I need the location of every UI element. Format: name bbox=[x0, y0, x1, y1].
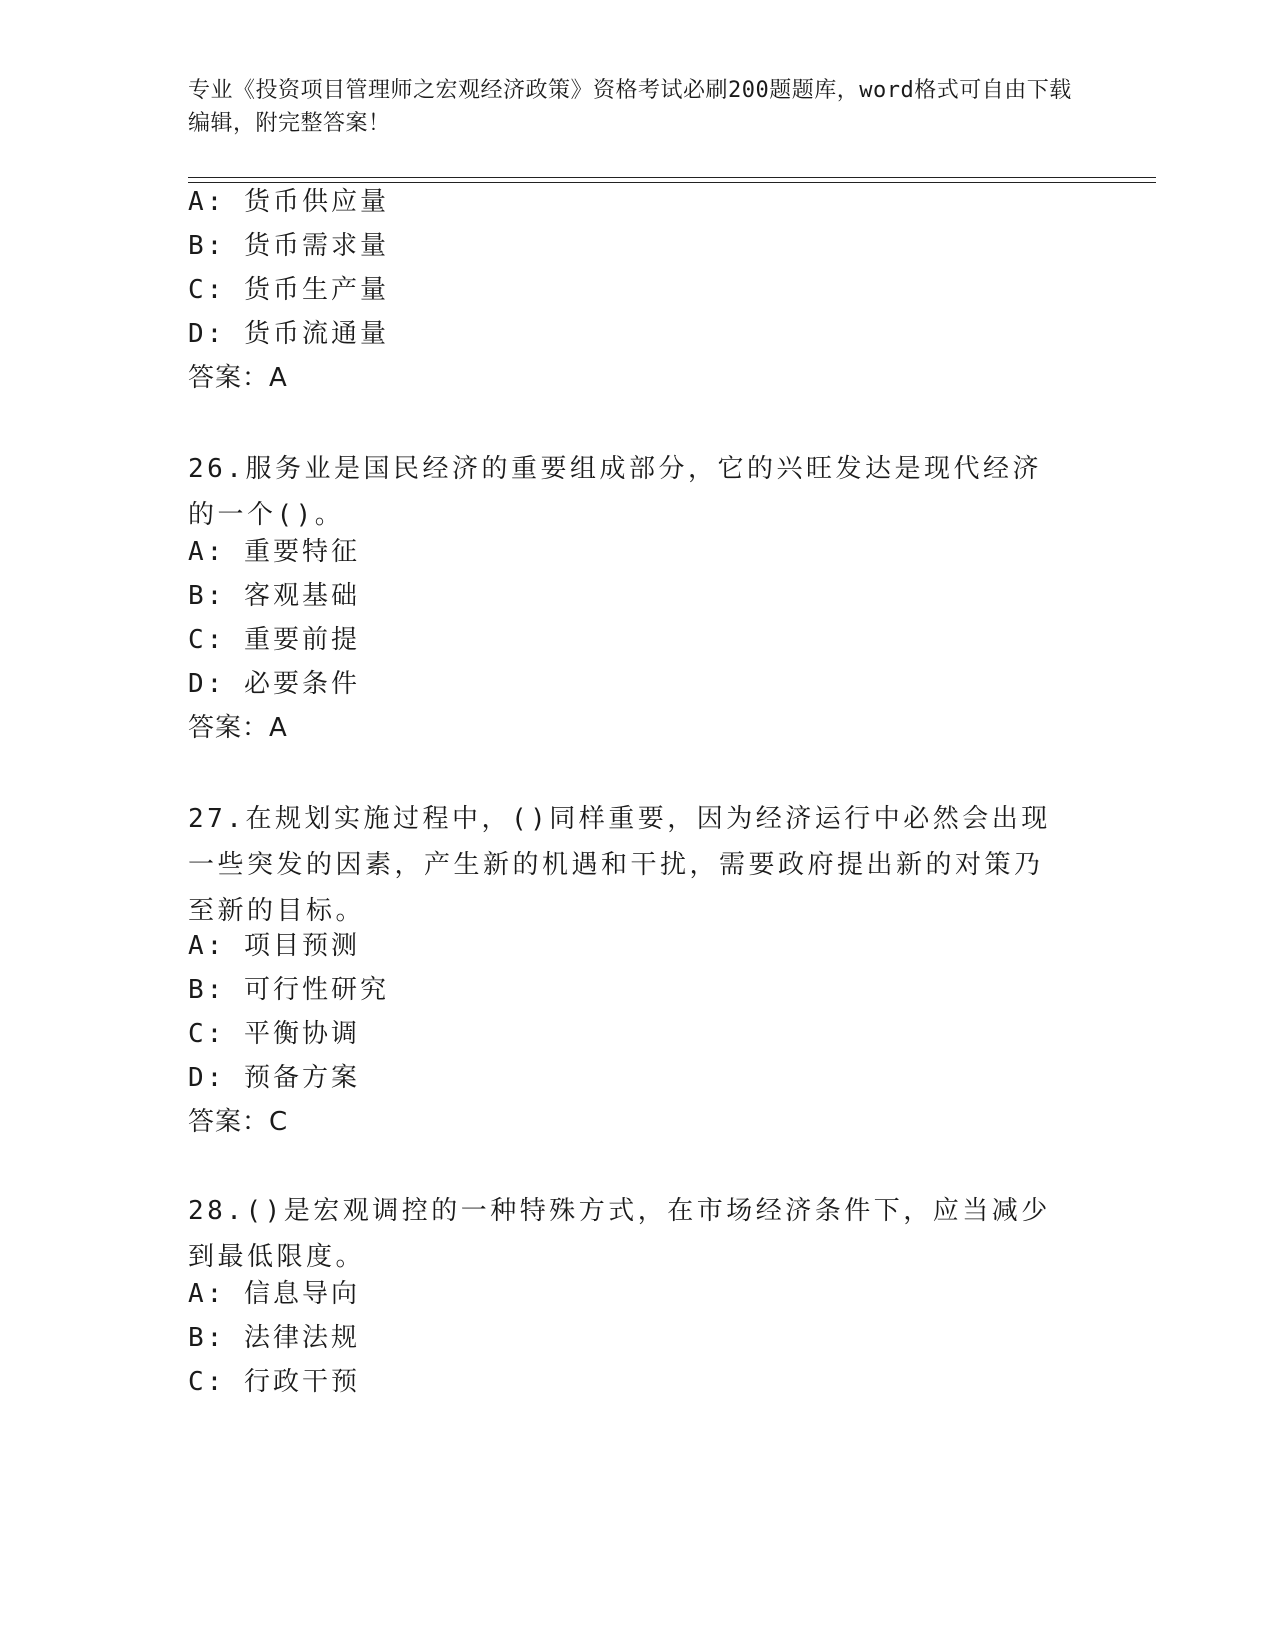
q27-option-b: B: 可行性研究 bbox=[188, 975, 389, 1005]
q26-answer: 答案：A bbox=[188, 713, 288, 743]
q28-stem: 28.()是宏观调控的一种特殊方式，在市场经济条件下，应当减少到最低限度。 bbox=[188, 1196, 1051, 1272]
q26-option-d: D: 必要条件 bbox=[188, 669, 360, 699]
q27-option-a: A: 项目预测 bbox=[188, 931, 360, 961]
q25-option-a: A: 货币供应量 bbox=[188, 187, 389, 217]
q25-option-c: C: 货币生产量 bbox=[188, 275, 389, 305]
q27-option-c: C: 平衡协调 bbox=[188, 1019, 360, 1049]
q25-option-d: D: 货币流通量 bbox=[188, 319, 389, 349]
q27-stem: 27.在规划实施过程中，()同样重要，因为经济运行中必然会出现一些突发的因素，产生新的机遇和干扰，需要政府提出新的对策乃至新的目标。 bbox=[188, 804, 1051, 926]
q27-option-d: D: 预备方案 bbox=[188, 1063, 360, 1093]
document-header: 专业《投资项目管理师之宏观经济政策》资格考试必刷200题题库，word格式可自由下载编辑，附完整答案！ bbox=[188, 78, 1072, 136]
q28-option-b: B: 法律法规 bbox=[188, 1323, 360, 1353]
q25-answer: 答案：A bbox=[188, 363, 288, 393]
q26-stem: 26.服务业是国民经济的重要组成部分，它的兴旺发达是现代经济的一个()。 bbox=[188, 454, 1042, 530]
q26-option-a: A: 重要特征 bbox=[188, 537, 360, 567]
q25-option-b: B: 货币需求量 bbox=[188, 231, 389, 261]
q26-option-c: C: 重要前提 bbox=[188, 625, 360, 655]
q28-option-a: A: 信息导向 bbox=[188, 1279, 360, 1309]
q27-answer: 答案：C bbox=[188, 1107, 289, 1137]
q26-option-b: B: 客观基础 bbox=[188, 581, 360, 611]
q28-option-c: C: 行政干预 bbox=[188, 1367, 360, 1397]
